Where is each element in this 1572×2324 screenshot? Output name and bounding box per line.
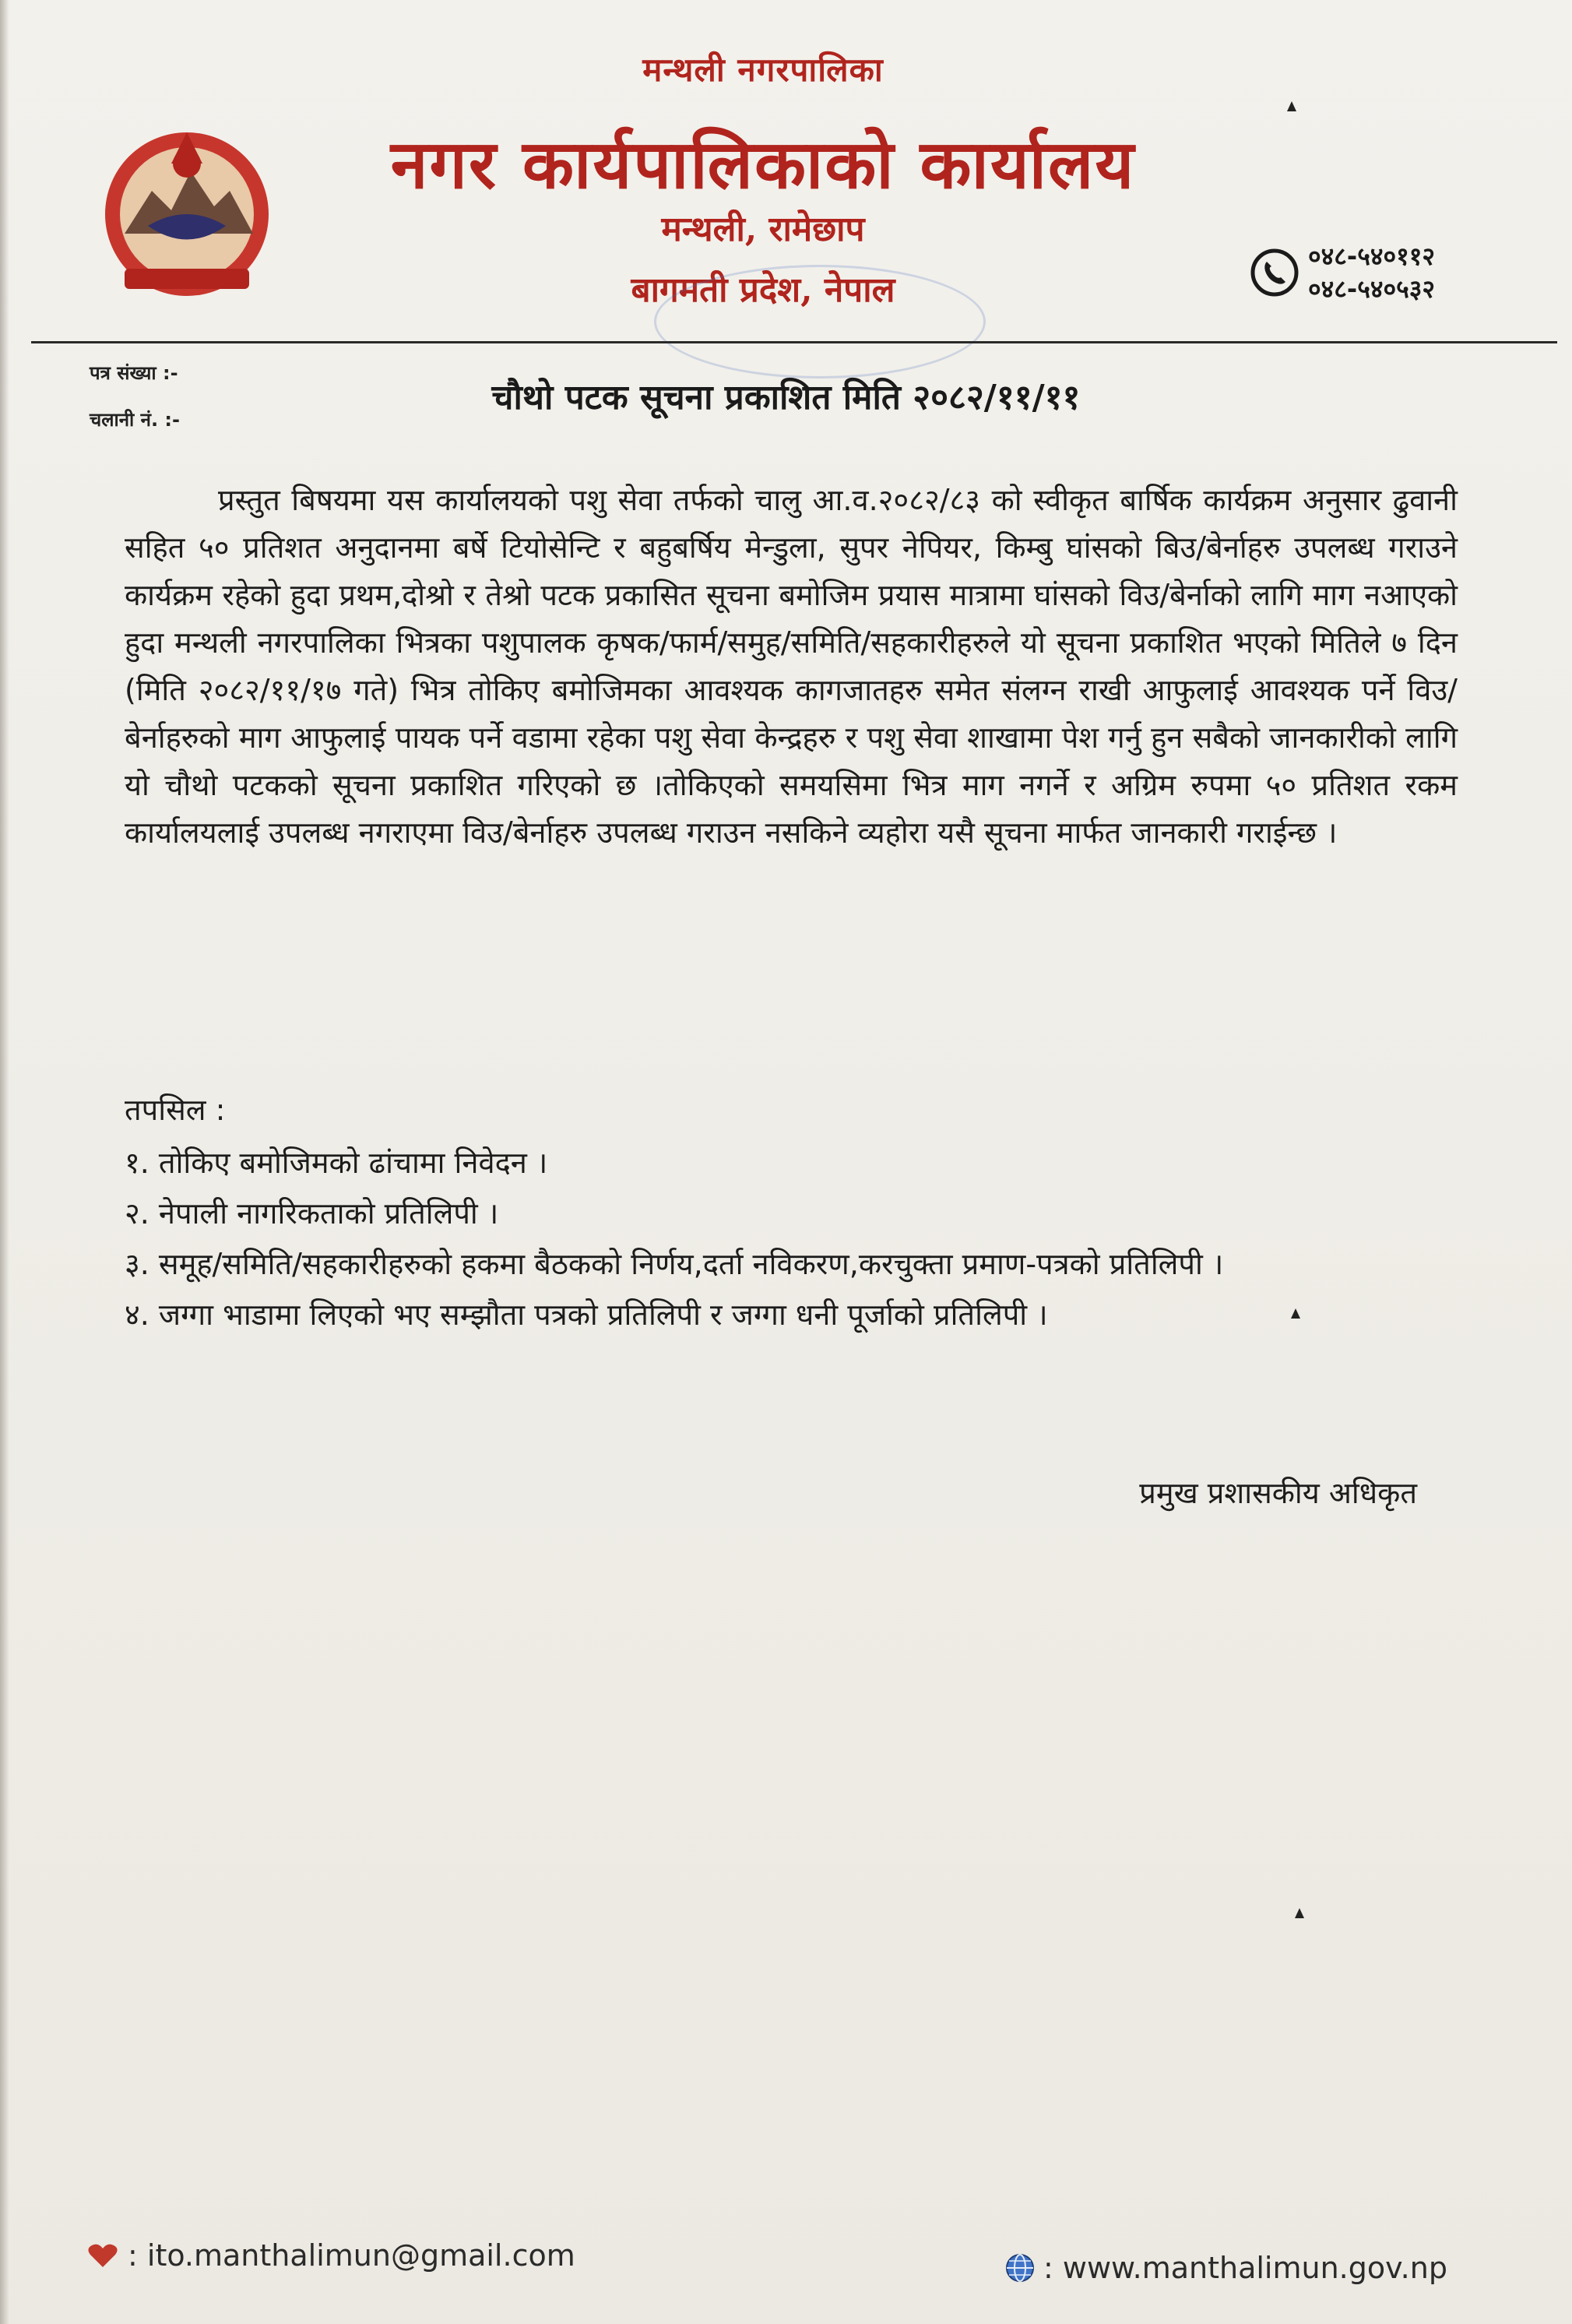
- signatory-title: प्रमुख प्रशासकीय अधिकृत: [1139, 1476, 1417, 1510]
- address-line-1: मन्थली, रामेछाप: [661, 210, 865, 249]
- notice-title: चौथो पटक सूचना प्रकाशित मिति २०८२/११/११: [491, 378, 1081, 417]
- email-address[interactable]: : ito.manthalimun@gmail.com: [128, 2238, 575, 2273]
- footer-email: [86, 2238, 575, 2273]
- details-item-4: ४. जग्गा भाडामा लिएको भए सम्झौता पत्रको प्रतिलिपी र जग्गा धनी पूर्जाको प्रतिलिपी ।: [125, 1298, 1048, 1332]
- stray-mark: [1292, 1907, 1306, 1921]
- website-url[interactable]: : www.manthalimun.gov.np: [1043, 2251, 1447, 2285]
- details-item-1: १. तोकिए बमोजिमको ढांचामा निवेदन ।: [125, 1146, 548, 1180]
- header-divider: [31, 341, 1557, 343]
- address-line-2: बागमती प्रदेश, नेपाल: [631, 270, 895, 310]
- phone-numbers: [1308, 240, 1435, 305]
- details-list: [125, 1139, 1458, 1341]
- faded-stamp: [654, 265, 986, 379]
- office-name: नगर कार्यपालिकाको कार्यालय: [390, 125, 1136, 204]
- phone-number-1: ०४८-५४०११२: [1308, 241, 1436, 271]
- stray-mark: [1285, 100, 1299, 114]
- dispatch-number-label: चलानी नं. :-: [90, 409, 180, 431]
- notice-body: प्रस्तुत बिषयमा यस कार्यालयको पशु सेवा तर्फको चालु आ.व.२०८२/८३ को स्वीकृत बार्षिक कार्यक्रम अनुसार ढुवानी सहित ५० प्रतिशत अनुदानमा बर्षे टियोसेन्टि र बहुबर्षिय मेन्डुला, सुपर नेपियर, किम्बु घांसको बिउ/बेर्नाहरु उपलब्ध गराउने कार्यक्रम रहेको हुदा प्रथम,दोश्रो र तेश्रो पटक प्रकासित सूचना बमोजिम प्रयास मात्रामा घांसको विउ/बेर्नाको लागि माग नआएको हुदा मन्थली नगरपालिका भित्रका पशुपालक कृषक/फार्म/समुह/समिति/सहकारीहरुले यो सूचना प्रकाशित भएको मितिले ७ दिन (मिति २०८२/११/१७ गते) भित्र तोकिए बमोजिमका आवश्यक कागजातहरु समेत संलग्न राखी आफुलाई आवश्यक पर्ने विउ/बेर्नाहरुको माग आफुलाई पायक पर्ने वडामा रहेका पशु सेवा केन्द्रहरु र पशु सेवा शाखामा पेश गर्नु हुन सबैको जानकारीको लागि यो चौथो पटकको सूचना प्रकाशित गरिएको छ ।तोकिएको समयसिमा भित्र माग नगर्ने र अग्रिम रुपमा ५० प्रतिशत रकम कार्यालयलाई उपलब्ध नगराएमा विउ/बेर्नाहरु उपलब्ध गराउन नसकिने व्यहोरा यसै सूचना मार्फत जानकारी गराईन्छ ।: [125, 483, 1458, 850]
- municipality-name: मन्थली नगरपालिका: [642, 51, 884, 89]
- letter-number-label: पत्र संख्या :-: [90, 362, 178, 384]
- stray-mark: [1289, 1307, 1303, 1321]
- details-item-2: २. नेपाली नागरिकताको प्रतिलिपी ।: [125, 1196, 499, 1231]
- details-heading: तपसिल :: [125, 1093, 226, 1127]
- footer-website: [1004, 2251, 1447, 2285]
- phone-icon: [1250, 248, 1299, 298]
- details-item-3: ३. समूह/समिति/सहकारीहरुको हकमा बैठकको निर्णय,दर्ता नविकरण,करचुक्ता प्रमाण-पत्रको प्रतिलिपी ।: [125, 1247, 1224, 1281]
- email-icon: [86, 2242, 120, 2269]
- globe-icon: [1004, 2252, 1036, 2284]
- phone-number-2: ०४८-५४०५३२: [1308, 274, 1436, 304]
- paper-edge-shadow: [0, 0, 9, 2324]
